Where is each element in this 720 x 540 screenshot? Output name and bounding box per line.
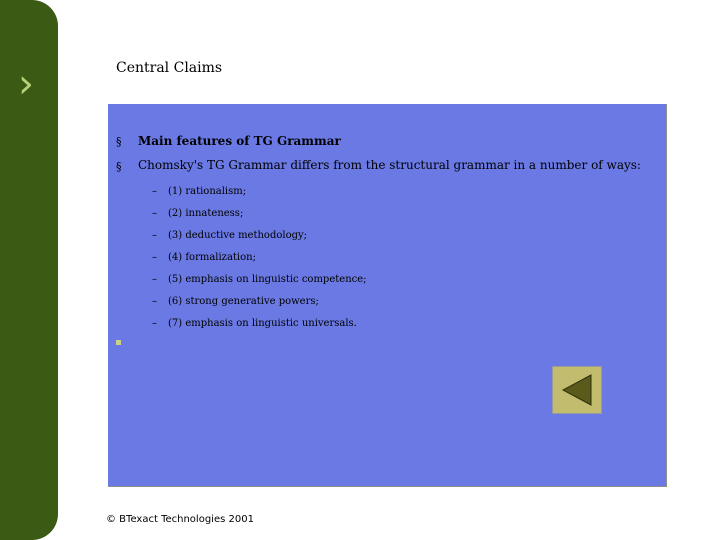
sub-item-innateness	[152, 202, 367, 224]
dash-marker: –	[152, 229, 157, 241]
dash-marker: –	[152, 207, 157, 219]
sub-item-text: (4) formalization;	[168, 251, 256, 263]
sub-item-text: (2) innateness;	[168, 207, 244, 219]
chevron-right-icon: ›	[18, 61, 34, 107]
sub-item-text: (6) strong generative powers;	[168, 295, 319, 307]
bullet-marker: §	[116, 160, 122, 173]
side-band	[0, 0, 58, 540]
back-button[interactable]	[552, 366, 602, 414]
sub-item-text: (3) deductive methodology;	[168, 229, 308, 241]
slide-title: Central Claims	[116, 60, 223, 76]
sub-item-generative	[152, 290, 367, 312]
bullet-main-features: Main features of TG Grammar	[138, 134, 341, 148]
sub-item-text: (1) rationalism;	[168, 185, 247, 197]
dash-marker: –	[152, 317, 157, 329]
dash-marker: –	[152, 295, 157, 307]
sub-item-competence	[152, 268, 367, 290]
sub-item-text: (5) emphasis on linguistic competence;	[168, 273, 367, 285]
sub-item-deductive	[152, 224, 367, 246]
copyright-footer: © BTexact Technologies 2001	[106, 514, 254, 525]
sub-item-universals	[152, 312, 367, 334]
sub-list	[152, 180, 367, 334]
sub-item-rationalism	[152, 180, 367, 202]
back-arrow-icon	[561, 373, 593, 407]
empty-bullet-marker	[116, 340, 121, 345]
sub-item-formalization	[152, 246, 367, 268]
bullet-differences: Chomsky's TG Grammar differs from the structural grammar in a number of ways:	[138, 158, 641, 172]
sub-item-text: (7) emphasis on linguistic universals.	[168, 317, 357, 329]
dash-marker: –	[152, 273, 157, 285]
bullet-marker: §	[116, 135, 122, 148]
dash-marker: –	[152, 251, 157, 263]
dash-marker: –	[152, 185, 157, 197]
